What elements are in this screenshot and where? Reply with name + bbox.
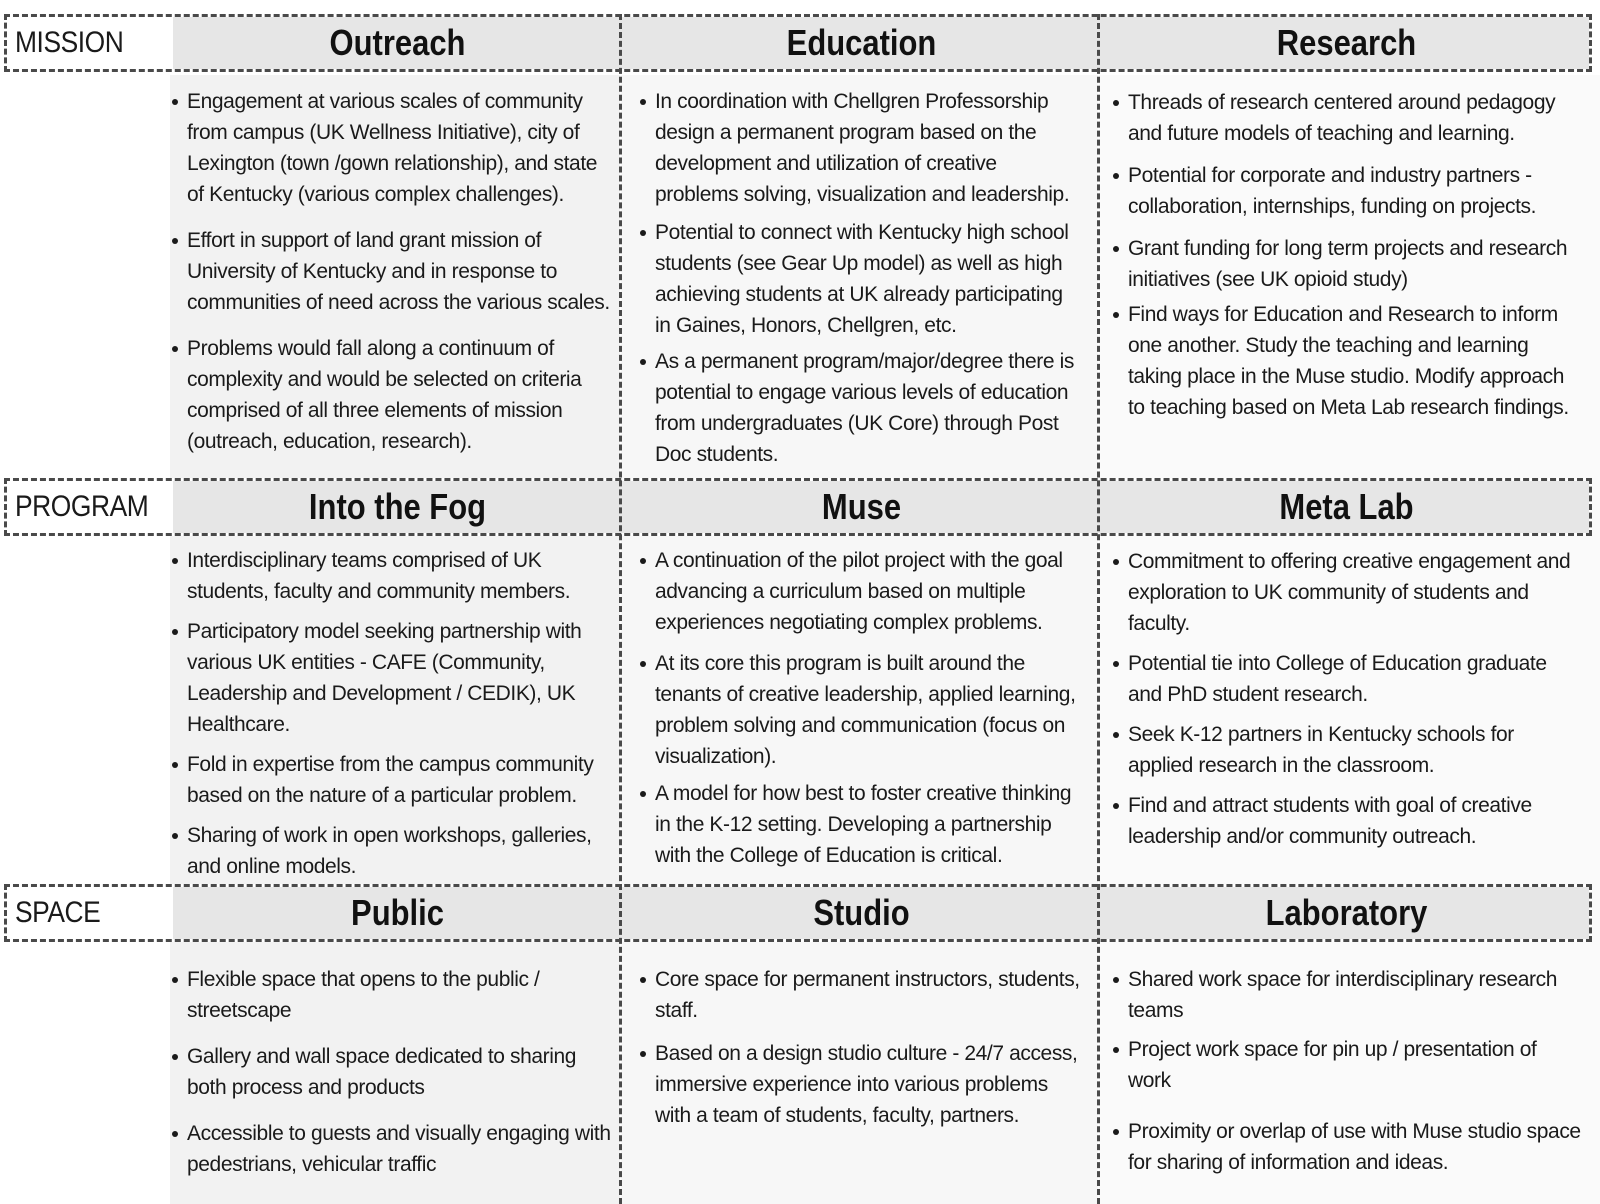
mission-header-band (4, 14, 1592, 72)
bullet-item: Grant funding for long term projects and research initiatives (see UK opioid study) (1113, 233, 1583, 295)
column-title-into-the-fog: Into the Fog (308, 486, 487, 527)
bullet-item: Potential tie into College of Education graduate and PhD student research. (1113, 648, 1583, 710)
cell-studio (640, 964, 1080, 1131)
space-header-band (4, 884, 1592, 942)
bullet-item: Commitment to offering creative engagement and exploration to UK community of students and faculty. (1113, 546, 1583, 639)
cell-laboratory (1113, 964, 1583, 1178)
cell-muse (640, 545, 1080, 871)
bullet-item: As a permanent program/major/degree there is potential to engage various levels of education from undergraduates (UK Core) through Post Doc students. (640, 346, 1080, 470)
column-title-studio: Studio (813, 892, 910, 933)
column-divider-1 (619, 14, 622, 1204)
bullet-item: Shared work space for interdisciplinary research teams (1113, 964, 1583, 1026)
column-title-meta-lab: Meta Lab (1279, 486, 1414, 527)
bullet-list (172, 545, 612, 882)
bullet-item: In coordination with Chellgren Professorship design a permanent program based on the development and utilization of creative problems solving, visualization and leadership. (640, 86, 1080, 210)
bullet-item: Based on a design studio culture - 24/7 access, immersive experience into various problems with a team of students, faculty, partners. (640, 1038, 1080, 1131)
cell-meta-lab (1113, 546, 1583, 852)
bullet-item: Find and attract students with goal of creative leadership and/or community outreach. (1113, 790, 1583, 852)
column-title-outreach: Outreach (329, 22, 466, 63)
section-label-program: PROGRAM (15, 490, 149, 523)
bullet-item: Effort in support of land grant mission of University of Kentucky and in response to communities of need across the various scales. (172, 225, 612, 318)
bullet-list (172, 964, 612, 1180)
bullet-item: Potential for corporate and industry partners - collaboration, internships, funding on projects. (1113, 160, 1583, 222)
bullet-item: A continuation of the pilot project with the goal advancing a curriculum based on multiple experiences negotiating complex problems. (640, 545, 1080, 638)
bullet-list (640, 545, 1080, 871)
bullet-item: Project work space for pin up / presentation of work (1113, 1034, 1583, 1096)
cell-research (1113, 87, 1583, 423)
section-label-space: SPACE (15, 896, 101, 929)
bullet-item: Fold in expertise from the campus community based on the nature of a particular problem. (172, 749, 612, 811)
program-header-band (4, 478, 1592, 536)
bullet-item: Participatory model seeking partnership with various UK entities - CAFE (Community, Leadership and Development / CEDIK), UK Healthcare. (172, 616, 612, 740)
cell-outreach (172, 86, 612, 457)
bullet-item: Gallery and wall space dedicated to sharing both process and products (172, 1041, 612, 1103)
column-title-research: Research (1276, 22, 1417, 63)
bullet-item: Flexible space that opens to the public / streetscape (172, 964, 612, 1026)
column-divider-2 (1097, 14, 1100, 1204)
bullet-list (640, 86, 1080, 470)
bullet-item: Interdisciplinary teams comprised of UK students, faculty and community members. (172, 545, 612, 607)
bullet-item: A model for how best to foster creative thinking in the K-12 setting. Developing a partnership with the College of Education is critical. (640, 778, 1080, 871)
bullet-item: Proximity or overlap of use with Muse studio space for sharing of information and ideas. (1113, 1116, 1583, 1178)
bullet-item: Engagement at various scales of community from campus (UK Wellness Initiative), city of Lexington (town /gown relationship), and state of Kentucky (various complex challenges). (172, 86, 612, 210)
column-title-education: Education (786, 22, 937, 63)
cell-education (640, 86, 1080, 470)
section-label-mission: MISSION (15, 26, 124, 59)
bullet-item: Find ways for Education and Research to inform one another. Study the teaching and learning taking place in the Muse studio. Modify approach to teaching based on Meta Lab research findings. (1113, 299, 1583, 423)
bullet-list (1113, 546, 1583, 852)
bullet-item: Seek K-12 partners in Kentucky schools for applied research in the classroom. (1113, 719, 1583, 781)
column-title-public: Public (351, 892, 444, 933)
column-title-muse: Muse (821, 486, 902, 527)
bullet-item: At its core this program is built around the tenants of creative leadership, applied learning, problem solving and communication (focus on visualization). (640, 648, 1080, 772)
cell-into-the-fog (172, 545, 612, 882)
bullet-item: Threads of research centered around pedagogy and future models of teaching and learning. (1113, 87, 1583, 149)
bullet-item: Accessible to guests and visually engaging with pedestrians, vehicular traffic (172, 1118, 612, 1180)
bullet-item: Core space for permanent instructors, students, staff. (640, 964, 1080, 1026)
cell-public (172, 964, 612, 1180)
bullet-item: Problems would fall along a continuum of complexity and would be selected on criteria comprised of all three elements of mission (outreach, education, research). (172, 333, 612, 457)
bullet-list (172, 86, 612, 457)
bullet-list (1113, 87, 1583, 423)
bullet-list (1113, 964, 1583, 1178)
bullet-item: Potential to connect with Kentucky high school students (see Gear Up model) as well as high achieving students at UK already participating in Gaines, Honors, Chellgren, etc. (640, 217, 1080, 341)
column-title-laboratory: Laboratory (1265, 892, 1428, 933)
bullet-list (640, 964, 1080, 1131)
bullet-item: Sharing of work in open workshops, galleries, and online models. (172, 820, 612, 882)
